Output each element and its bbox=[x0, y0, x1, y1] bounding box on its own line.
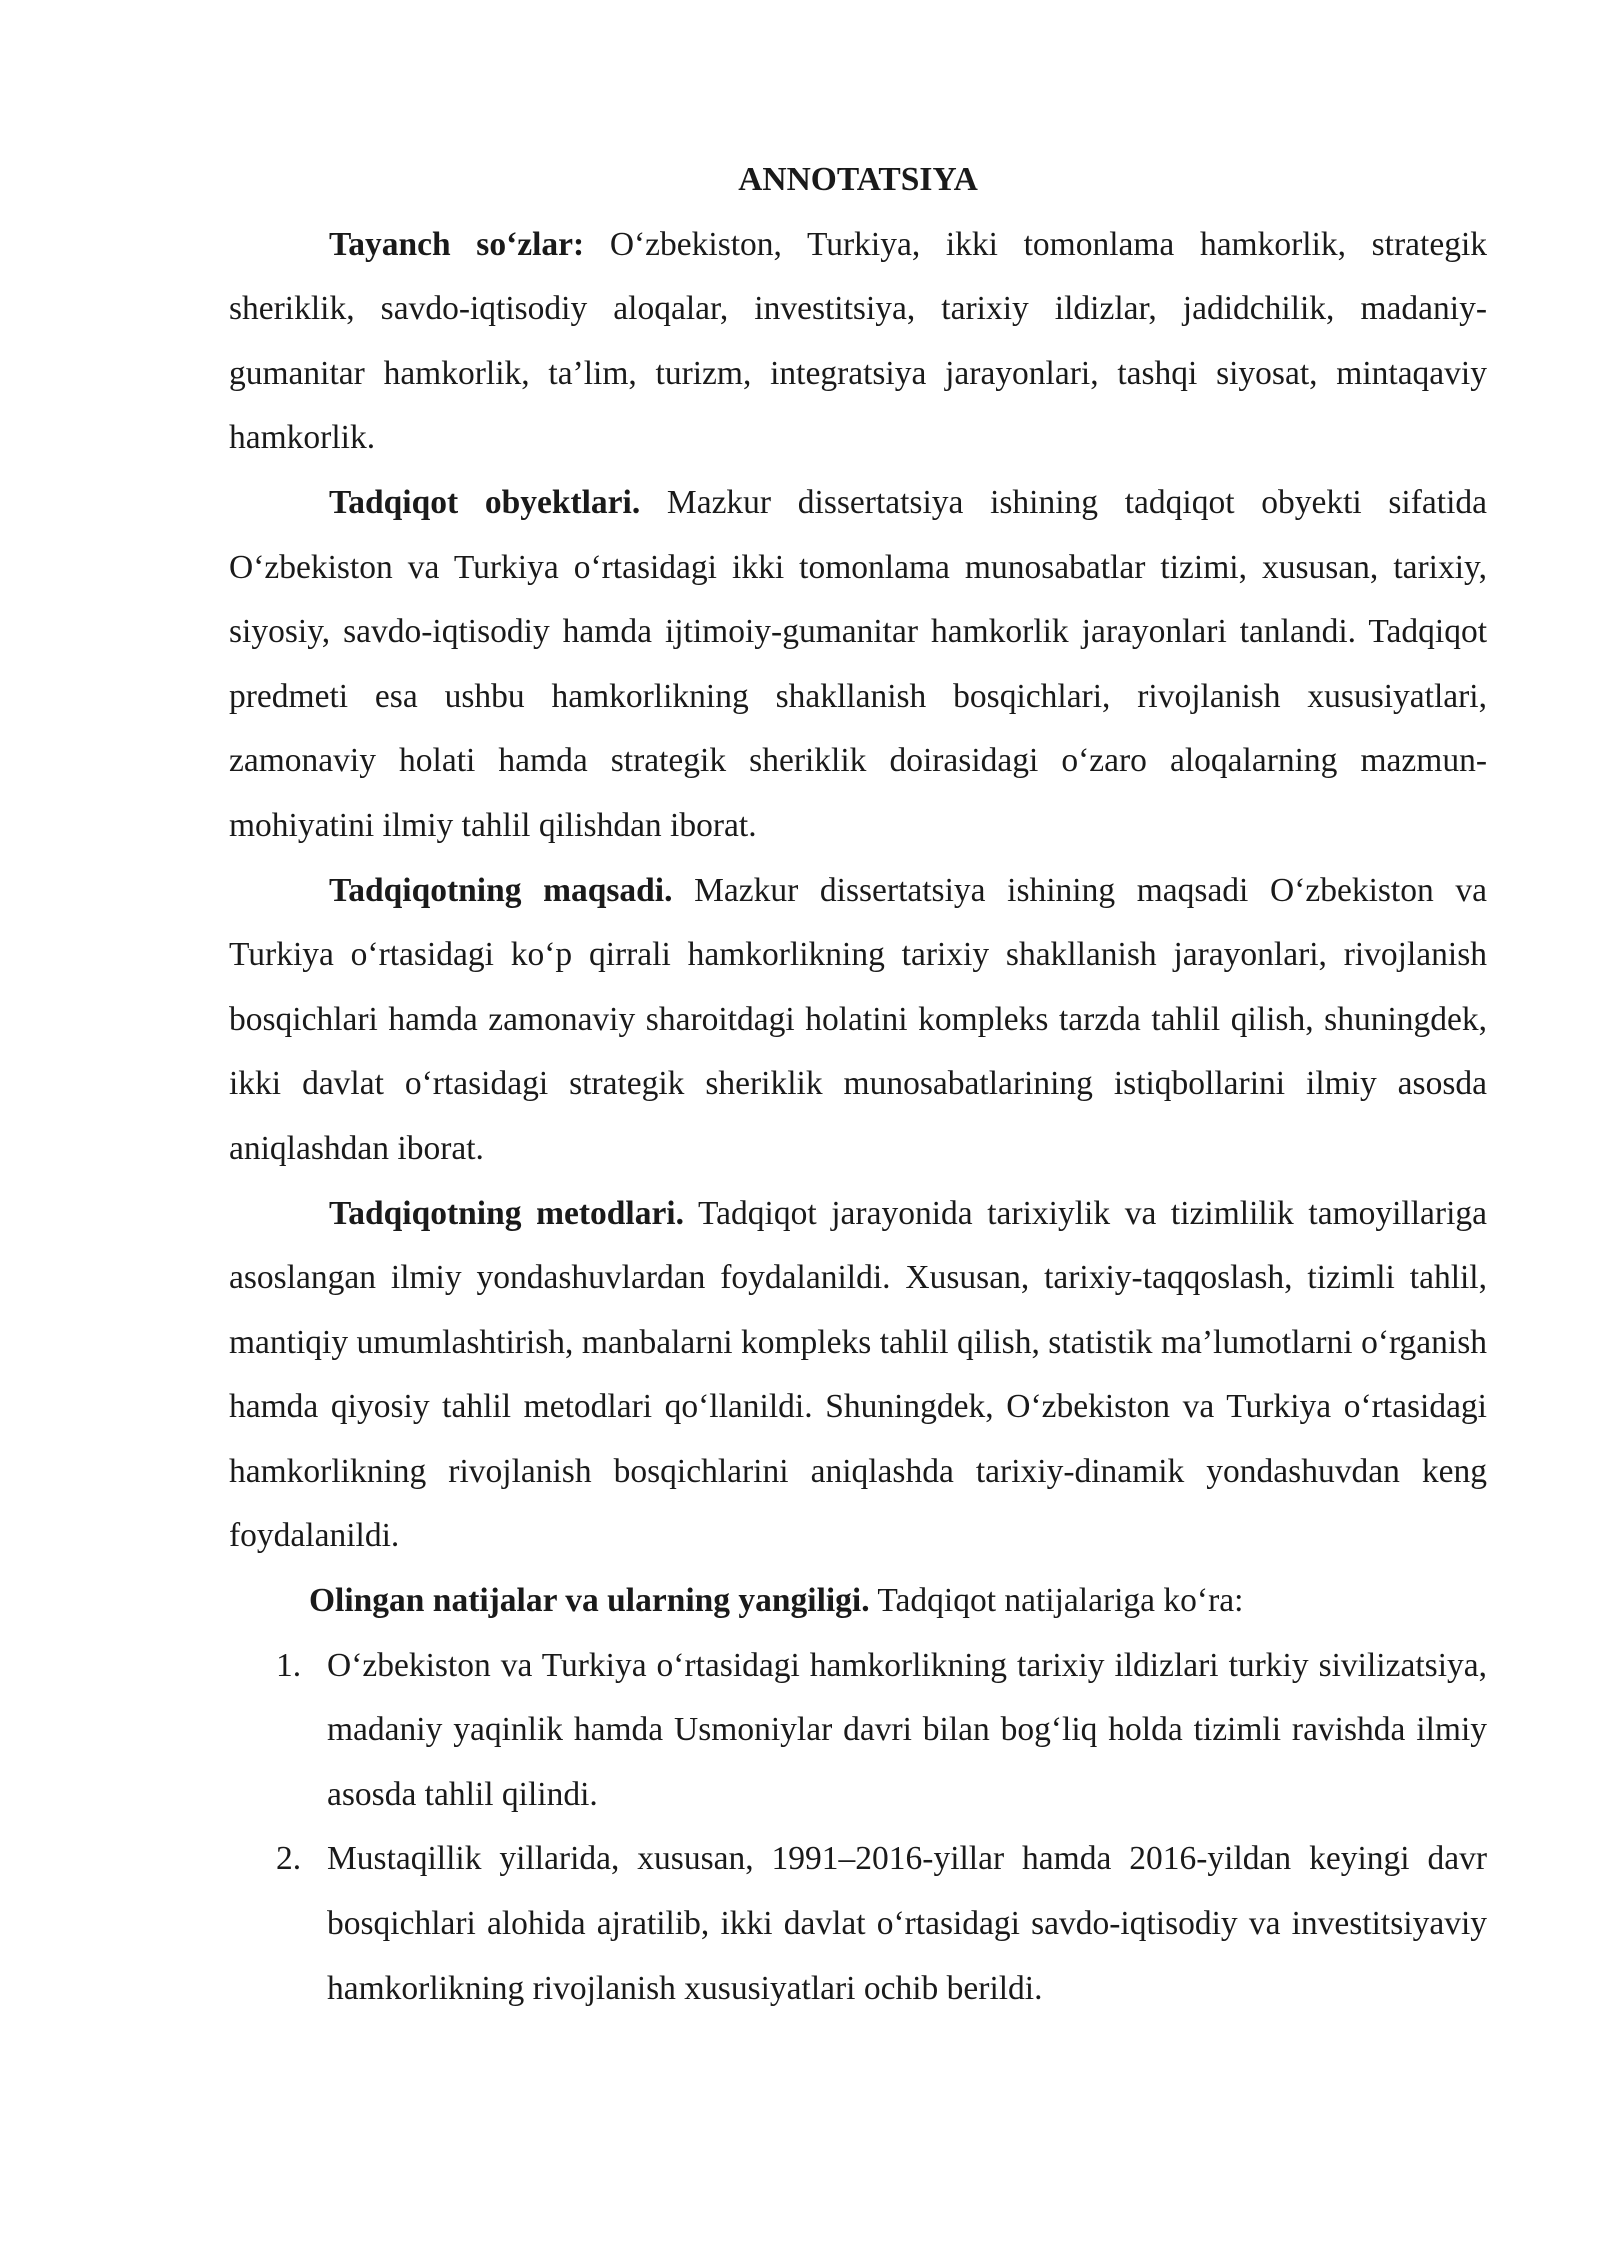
list-item-text: O‘zbekiston va Turkiya o‘rtasidagi hamkorlikning tarixiy ildizlari turkiy sivilizatsiya, madaniy yaqinlik hamda Usmoniylar davri bilan bog‘liq holda tizimli ravishda ilmiy asosda tahlil qilindi. bbox=[327, 1646, 1487, 1813]
research-objects-label: Tadqiqot obyektlari. bbox=[329, 483, 641, 521]
results-label: Olingan natijalar va ularning yangiligi. bbox=[309, 1582, 870, 1620]
results-paragraph bbox=[229, 1569, 1487, 1634]
keywords-text: O‘zbekiston, Turkiya, ikki tomonlama hamkorlik, strategik sheriklik, savdo-iqtisodiy aloqalar, investitsiya, tarixiy ildizlar, jadidchilik, madaniy-gumanitar hamkorlik, ta’lim, turizm, integratsiya jarayonlari, tashqi siyosat, mintaqaviy hamkorlik. bbox=[229, 225, 1487, 457]
list-item bbox=[229, 1827, 1487, 2021]
research-goal-paragraph bbox=[229, 859, 1487, 1182]
research-methods-label: Tadqiqotning metodlari. bbox=[329, 1194, 684, 1232]
results-text: Tadqiqot natijalariga ko‘ra: bbox=[869, 1582, 1244, 1620]
list-item-text: Mustaqillik yillarida, xususan, 1991–2016-yillar hamda 2016-yildan keyingi davr bosqichlari alohida ajratilib, ikki davlat o‘rtasidagi savdo-iqtisodiy va investitsiyaviy hamkorlikning rivojlanish xususiyatlari ochib berildi. bbox=[327, 1840, 1487, 2007]
results-list bbox=[229, 1634, 1487, 2022]
list-item-number: 2. bbox=[276, 1840, 302, 1878]
list-item-number: 1. bbox=[276, 1646, 302, 1684]
research-methods-text: Tadqiqot jarayonida tarixiylik va tizimlilik tamoyillariga asoslangan ilmiy yondashuvlardan foydalanildi. Xususan, tarixiy-taqqoslash, tizimli tahlil, mantiqiy umumlashtirish, manbalarni kompleks tahlil qilish, statistik ma’lumotlarni o‘rganish hamda qiyosiy tahlil metodlari qo‘llanildi. Shuningdek, O‘zbekiston va Turkiya o‘rtasidagi hamkorlikning rivojlanish bosqichlarini aniqlashda tarixiy-dinamik yondashuvdan keng foydalanildi. bbox=[229, 1194, 1487, 1555]
research-goal-text: Mazkur dissertatsiya ishining maqsadi O‘zbekiston va Turkiya o‘rtasidagi ko‘p qirrali hamkorlikning tarixiy shakllanish jarayonlari, rivojlanish bosqichlari hamda zamonaviy sharoitdagi holatini kompleks tarzda tahlil qilish, shuningdek, ikki davlat o‘rtasidagi strategik sheriklik munosabatlarining istiqbollarini ilmiy asosda aniqlashdan iborat. bbox=[229, 871, 1487, 1167]
research-objects-paragraph bbox=[229, 471, 1487, 859]
keywords-label: Tayanch so‘zlar: bbox=[329, 225, 585, 263]
list-item bbox=[229, 1634, 1487, 1828]
research-methods-paragraph bbox=[229, 1182, 1487, 1570]
keywords-paragraph bbox=[229, 213, 1487, 471]
document-body bbox=[229, 148, 1487, 2021]
document-title: ANNOTATSIYA bbox=[738, 161, 978, 198]
research-goal-label: Tadqiqotning maqsadi. bbox=[329, 871, 673, 909]
research-objects-text: Mazkur dissertatsiya ishining tadqiqot obyekti sifatida O‘zbekiston va Turkiya o‘rtasidagi ikki tomonlama munosabatlar tizimi, xususan, tarixiy, siyosiy, savdo-iqtisodiy hamda ijtimoiy-gumanitar hamkorlik jarayonlari tanlandi. Tadqiqot predmeti esa ushbu hamkorlikning shakllanish bosqichlari, rivojlanish xususiyatlari, zamonaviy holati hamda strategik sheriklik doirasidagi o‘zaro aloqalarning mazmun-mohiyatini ilmiy tahlil qilishdan iborat. bbox=[229, 483, 1487, 844]
